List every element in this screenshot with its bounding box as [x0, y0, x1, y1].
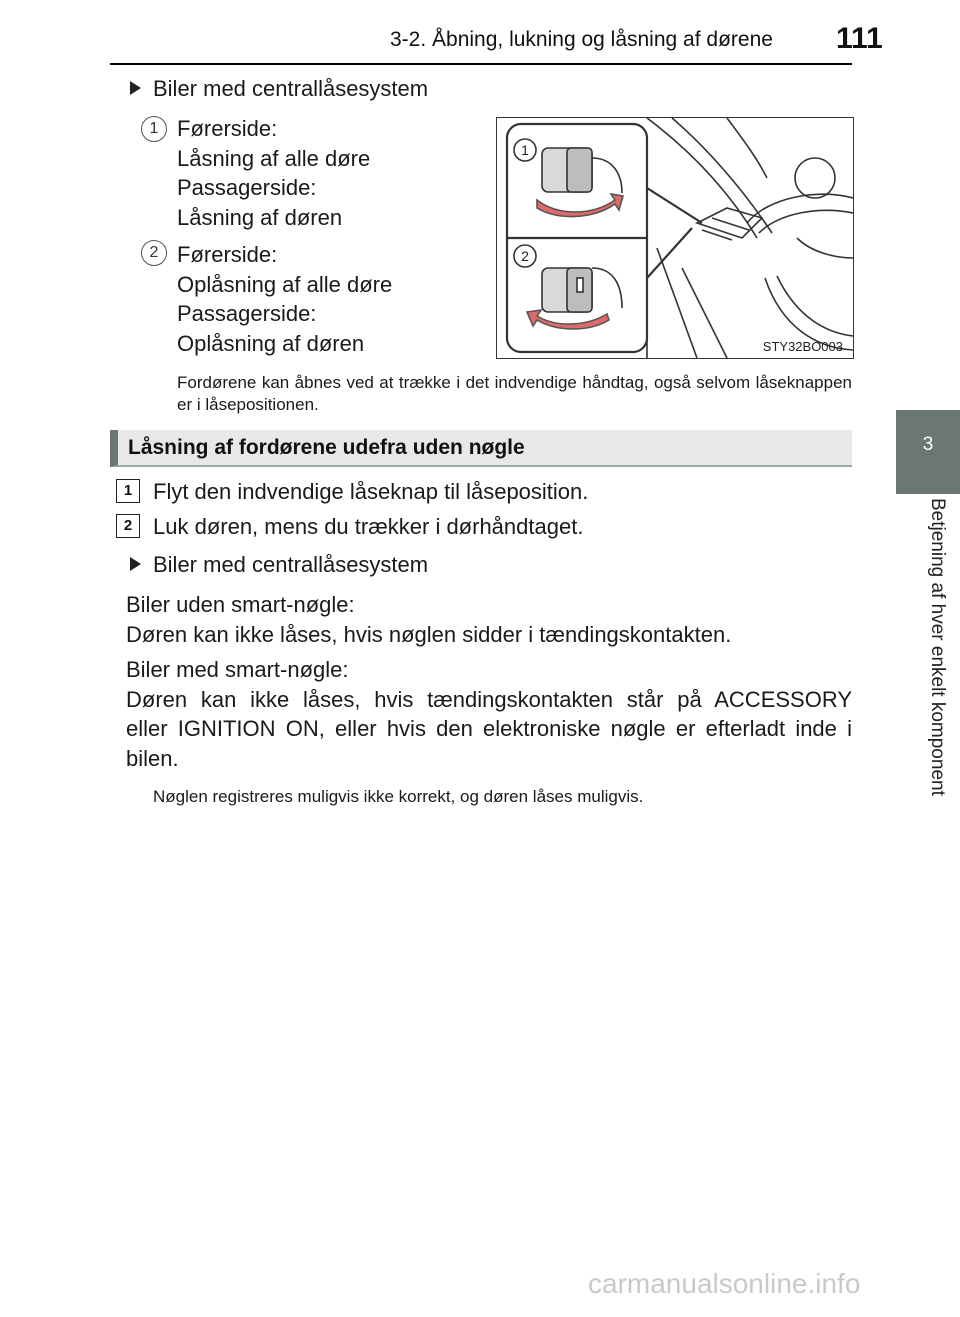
step-number-1: 1 — [116, 479, 140, 503]
figure-code: STY32BO003 — [762, 339, 843, 354]
page-number: 111 — [836, 22, 883, 55]
step-2-text: Luk døren, mens du trækker i dørhåndtaget. — [153, 514, 584, 539]
item-1-line: Låsning af alle døre — [177, 145, 371, 171]
item-marker-1: 1 — [141, 116, 167, 142]
chapter-number: 3 — [922, 434, 934, 455]
figure-callout-2: 2 — [521, 248, 529, 264]
paragraph-line: eller IGNITION ON, eller hvis den elektroniske nøgle er efterladt inde i — [126, 716, 852, 741]
paragraph-with-smart-key — [126, 655, 852, 773]
item-1-line: Førerside: — [177, 116, 278, 141]
figure-callout-1: 1 — [521, 142, 529, 158]
section-heading-bar — [110, 430, 852, 467]
section-heading: Låsning af fordørene udefra uden nøgle — [128, 436, 525, 459]
item-2-line: Oplåsning af alle døre — [177, 271, 393, 297]
note-front-doors: Fordørene kan åbnes ved at trække i det indvendige håndtag, også selvom låseknappen er i låsepositionen. — [177, 373, 852, 414]
paragraph-line: Biler uden smart-nøgle: — [126, 592, 355, 617]
paragraph-line: Døren kan ikke låses, hvis tændingskontakten står på ACCESSORY — [126, 686, 852, 712]
bullet-label: Biler med centrallåsesystem — [153, 552, 429, 577]
paragraph-line: bilen. — [126, 745, 179, 771]
item-2-text — [177, 240, 392, 358]
section-title: 3-2. Åbning, lukning og låsning af dørene — [390, 28, 773, 51]
note-key-registration: Nøglen registreres muligvis ikke korrekt, og døren låses muligvis. — [153, 787, 644, 806]
item-1-line: Passagerside: — [177, 175, 317, 200]
illustration-drawing — [497, 118, 853, 358]
watermark: carmanualsonline.info — [588, 1268, 861, 1299]
chapter-label: Betjening af hver enkelt komponent — [927, 498, 948, 796]
paragraph-line: Døren kan ikke låses, hvis nøglen sidder i tændingskontakten. — [126, 621, 732, 647]
item-2-line: Passagerside: — [177, 301, 317, 326]
step-1-text: Flyt den indvendige låseknap til låseposition. — [153, 479, 589, 504]
bullet-arrow-icon — [130, 81, 141, 95]
step-number-2: 2 — [116, 514, 140, 538]
item-2-line: Førerside: — [177, 242, 278, 267]
bullet-arrow-icon — [130, 557, 141, 571]
item-1-line: Låsning af døren — [177, 204, 343, 230]
bullet-central-lock-2 — [130, 552, 428, 578]
item-marker-2: 2 — [141, 240, 167, 266]
bullet-label: Biler med centrallåsesystem — [153, 76, 429, 101]
item-2-line: Oplåsning af døren — [177, 330, 365, 356]
paragraph-without-smart-key — [126, 590, 731, 649]
bullet-central-lock — [130, 76, 428, 102]
item-1-text — [177, 114, 370, 232]
paragraph-line: Biler med smart-nøgle: — [126, 657, 349, 682]
header-divider — [110, 63, 852, 65]
door-lock-switch-illustration — [496, 117, 854, 359]
chapter-tab — [896, 410, 960, 494]
